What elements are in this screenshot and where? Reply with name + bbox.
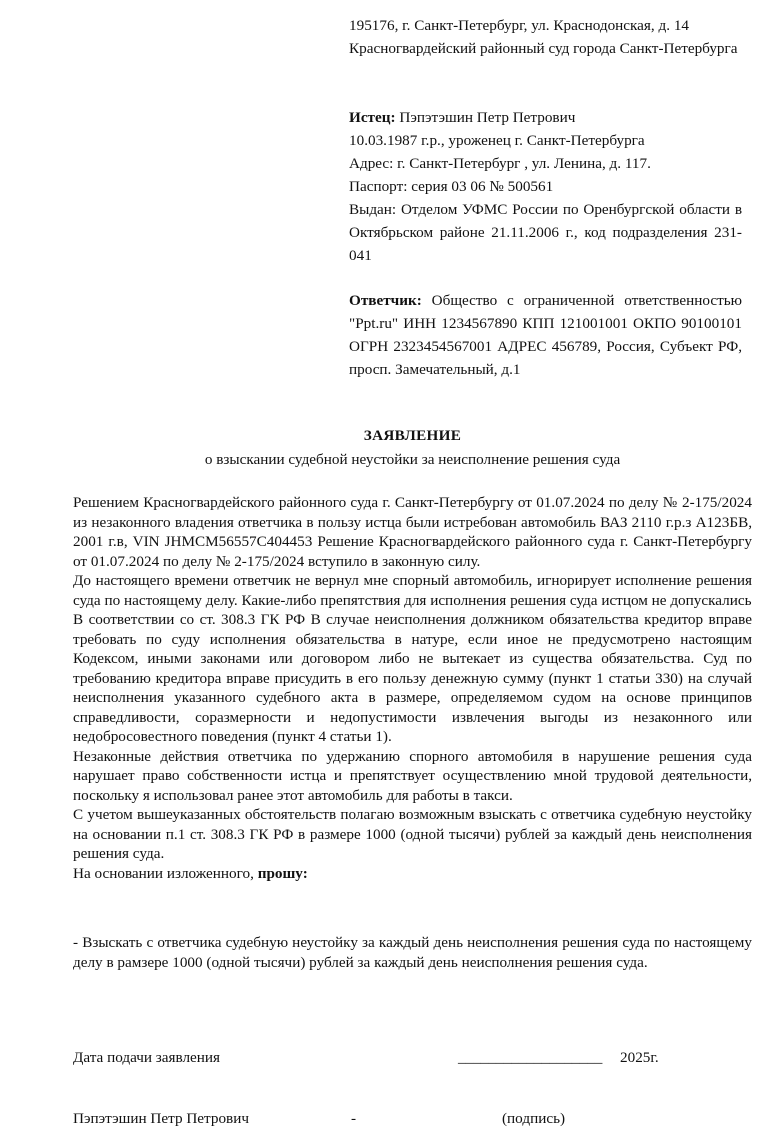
plaintiff-passport: Паспорт: серия 03 06 № 500561 [349, 178, 554, 195]
claim-block [0, 933, 752, 973]
plaintiff-label: Истец: [349, 109, 396, 126]
body-paragraph [73, 747, 752, 806]
document-title: ЗАЯВЛЕНИЕ [363, 427, 462, 444]
paragraph-1: Решением Красногвардейского районного суда г. Санкт-Петербургу от 01.07.2024 по делу № 2-175/2024 из незаконного владения ответчика в пользу истца были истребован автомобиль ВАЗ 2110 г.р.з А123БВ, 2001 г.в, VIN ЈНМСМ56557С404453 Решение Красногвардейского районного суда г. Санкт-Петербургу от 01.07.2024 по делу № 2-175/2024 вступило в законную силу. [73, 494, 752, 570]
date-year: 2025г. [620, 1049, 659, 1066]
court-name: Красногвардейский районный суд города Санкт-Петербурга [349, 40, 738, 57]
signature-label: (подпись) [502, 1110, 566, 1127]
plaintiff-name: Пэпэтэшин Петр Петрович [399, 109, 576, 126]
paragraph-6-prefix: На основании изложенного, [73, 864, 258, 882]
body-paragraph [73, 571, 752, 610]
defendant-label: Ответчик: [349, 292, 422, 309]
plaintiff-birth: 10.03.1987 г.р., уроженец г. Санкт-Петербурга [349, 132, 645, 149]
body-paragraph [73, 610, 752, 747]
plaintiff-block [349, 106, 742, 267]
paragraph-5: С учетом вышеуказанных обстоятельств полагаю возможным взыскать с ответчика судебную неустойку на основании п.1 ст. 308.3 ГК РФ в размере 1000 (одной тысячи) рублей за каждый день неисполнения решения суда. [73, 806, 752, 862]
paragraph-6-bold: прошу: [257, 864, 308, 882]
date-blank: ___________________ [458, 1049, 603, 1066]
claim-text: - Взыскать с ответчика судебную неустойку за каждый день неисполнения решения суда по настоящему делу в рамзере 1000 (одной тысячи) рублей за каждый день неисполнения решения суда. [73, 934, 752, 971]
signature-dash: - [351, 1110, 357, 1127]
paragraph-2: До настоящего времени ответчик не вернул мне спорный автомобиль, игнорирует исполнение решения суда по настоящему делу. Какие-либо препятствия для исполнения решения суда истцом не допускались [73, 572, 752, 609]
paragraph-4: Незаконные действия ответчика по удержанию спорного автомобиля в нарушение решения суда нарушает право собственности истца и препятствует осуществлению мной трудовой деятельности, поскольку я использовал ранее этот автомобиль для работы в такси. [73, 747, 752, 804]
signer-name: Пэпэтэшин Петр Петрович [73, 1110, 249, 1127]
plaintiff-issued: Выдан: Отделом УФМС России по Оренбургской области в Октябрьском районе 21.11.2006 г., код подразделения 231-041 [349, 201, 742, 264]
court-block [349, 14, 742, 60]
date-label: Дата подачи заявления [73, 1049, 221, 1066]
body-paragraph [73, 805, 752, 864]
plaintiff-line [349, 106, 742, 129]
court-address: 195176, г. Санкт-Петербург, ул. Краснодонская, д. 14 [349, 17, 690, 34]
body-paragraph [73, 493, 752, 571]
body-paragraph [73, 864, 752, 884]
defendant-block [349, 289, 742, 381]
document-subtitle: о взыскании судебной неустойки за неисполнение решения суда [204, 451, 621, 468]
plaintiff-address: Адрес: г. Санкт-Петербург , ул. Ленина, д. 117. [349, 155, 651, 172]
defendant-line [349, 289, 742, 381]
defendant-text: Общество с ограниченной ответственностью "Ppt.ru" ИНН 1234567890 КПП 121001001 ОКПО 90100101 ОГРН 2323454567001 АДРЕС 456789, Россия, Субъект РФ, просп. Замечательный, д.1 [349, 292, 742, 378]
paragraph-3: В соответствии со ст. 308.3 ГК РФ В случае неисполнения должником обязательства кредитор вправе требовать по суду исполнения обязательства в натуре, если иное не предусмотрено настоящим Кодексом, иными законами или договором либо не вытекает из существа обязательства. Суд по требованию кредитора вправе присудить в его пользу денежную сумму (пункт 1 статьи 330) на случай неисполнения указанного судебного акта в размере, определяемом судом на основе принципов справедливости, соразмерности и недопустимости извлечения выгоды из незаконного или недобросовестного поведения (пункт 4 статьи 1). [73, 611, 752, 745]
document-body [0, 493, 752, 883]
